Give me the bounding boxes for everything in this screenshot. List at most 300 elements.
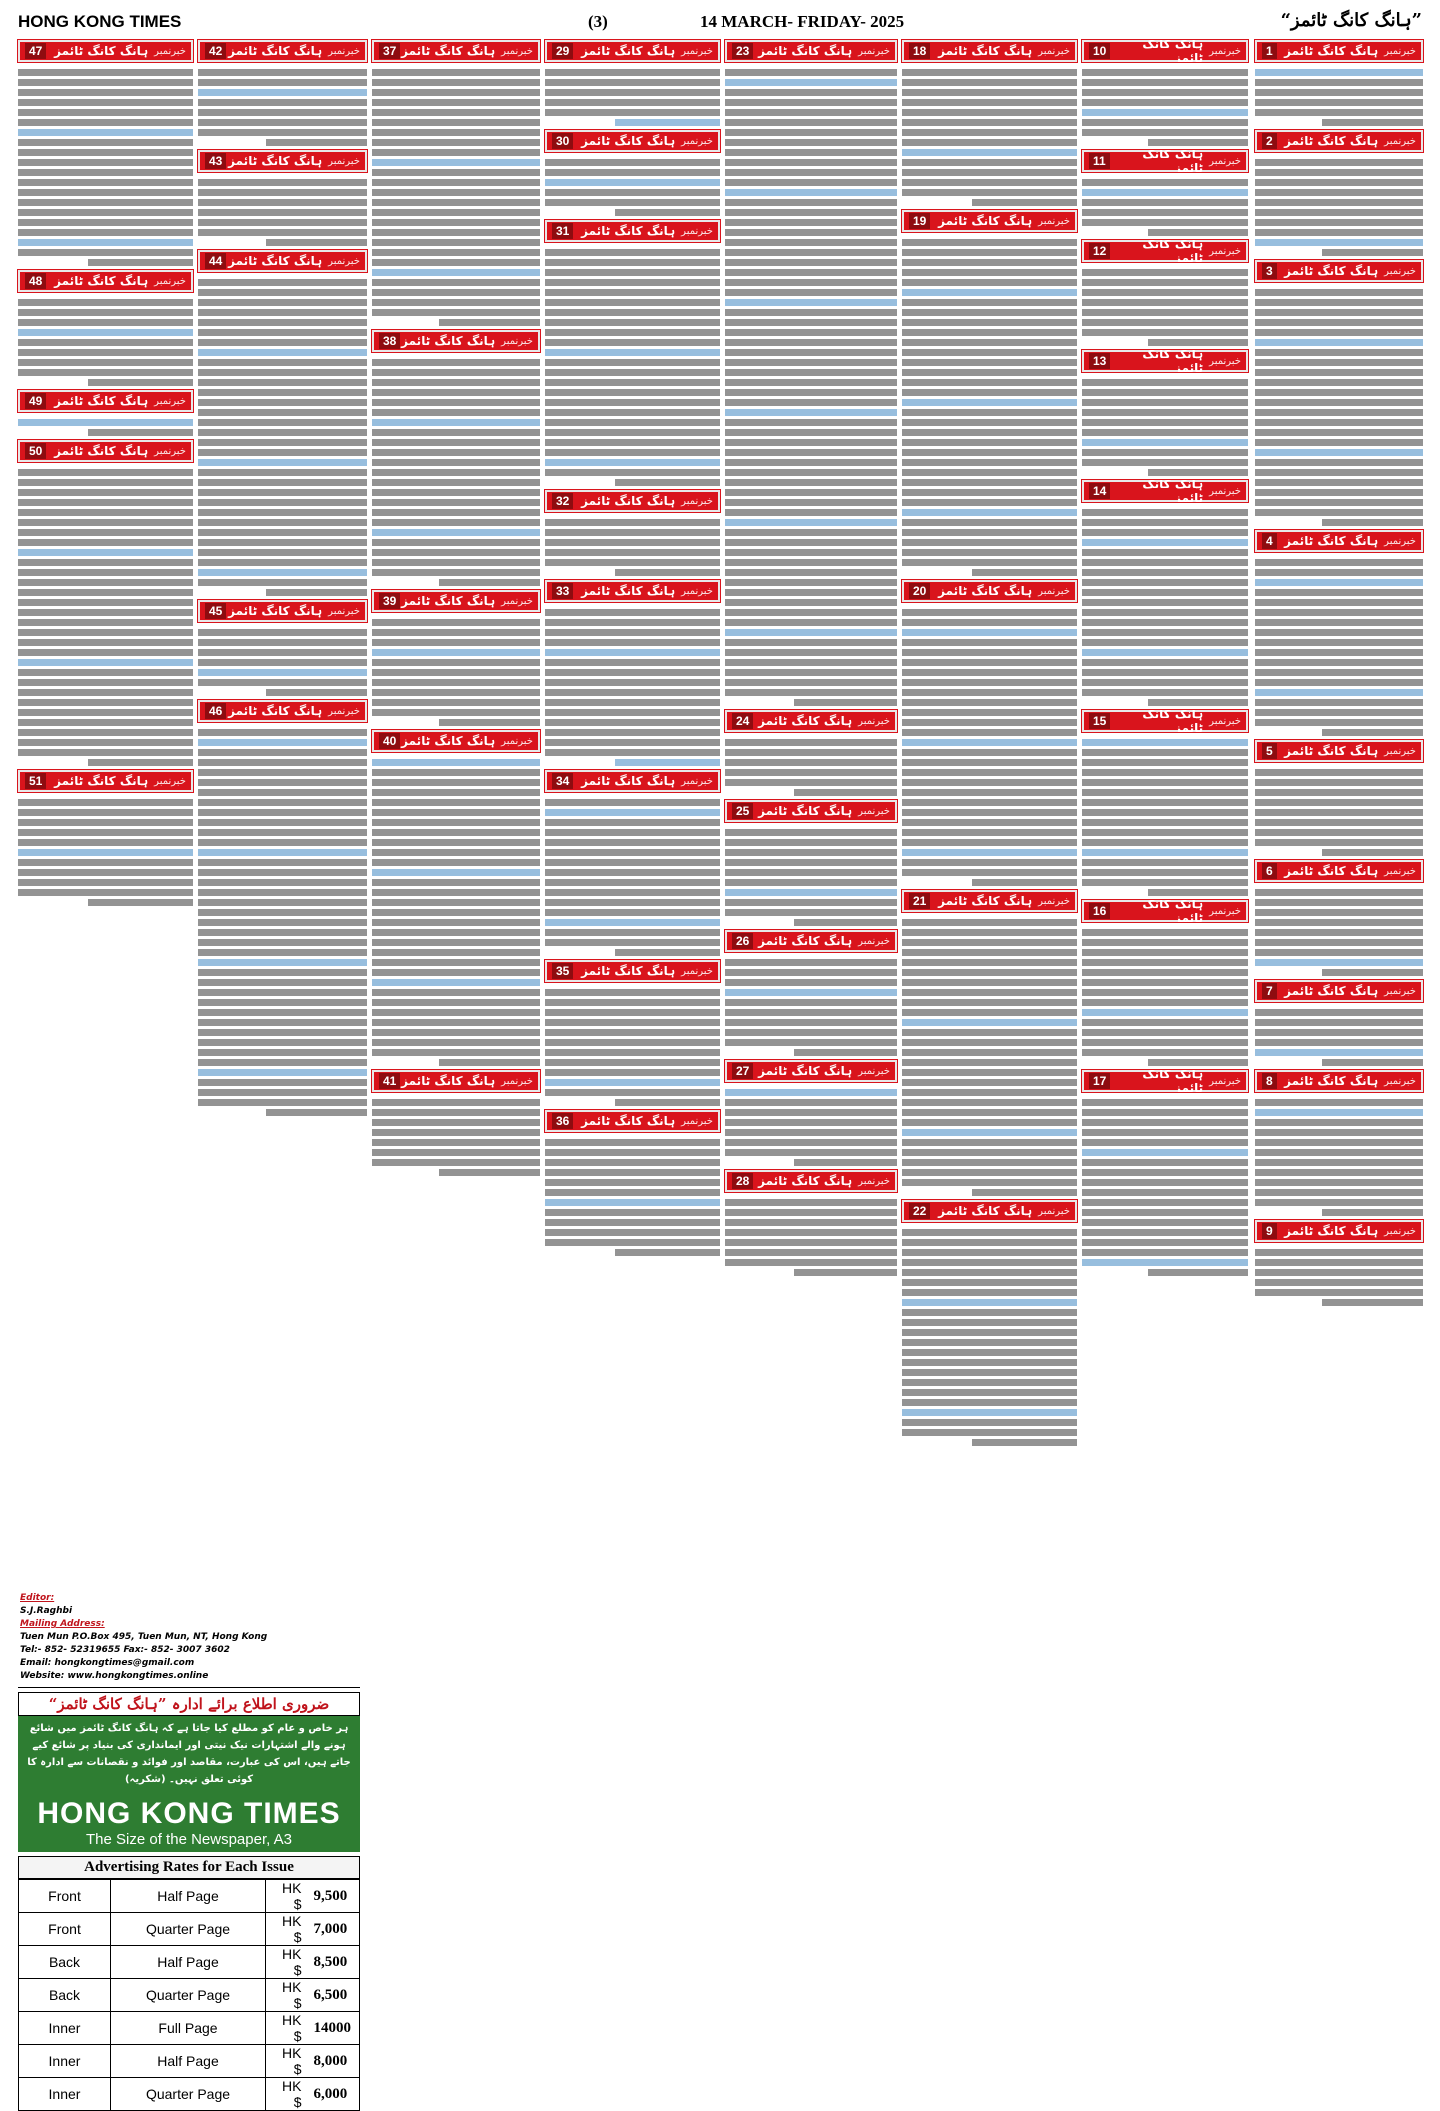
text-line <box>725 389 897 396</box>
mailing-address: Tuen Mun P.O.Box 495, Tuen Mun, NT, Hong Kong <box>20 1632 268 1642</box>
text-line <box>545 999 720 1006</box>
text-line <box>18 199 193 206</box>
text-line <box>372 949 540 956</box>
text-line <box>545 349 720 356</box>
text-line <box>545 749 720 756</box>
news-text <box>1255 552 1423 736</box>
text-line <box>18 629 193 636</box>
text-line <box>18 509 193 516</box>
text-line <box>545 279 720 286</box>
text-line <box>902 989 1077 996</box>
news-item <box>902 580 1077 886</box>
text-line <box>545 829 720 836</box>
news-number: 10 <box>1089 43 1110 59</box>
text-line <box>725 239 897 246</box>
text-line <box>1082 189 1248 196</box>
text-line <box>1082 459 1248 466</box>
text-line <box>18 559 193 566</box>
text-line <box>372 259 540 266</box>
text-line <box>1082 979 1248 986</box>
text-line <box>198 809 367 816</box>
headbar-title: ہانگ کانگ ٹائمز <box>1142 37 1204 65</box>
text-line <box>902 479 1077 486</box>
news-item <box>545 130 720 216</box>
text-line <box>545 889 720 896</box>
text-line <box>902 79 1077 86</box>
text-line <box>198 79 367 86</box>
news-number: 47 <box>25 43 46 59</box>
text-line <box>902 1139 1077 1146</box>
text-line <box>1255 789 1423 796</box>
text-line <box>198 329 367 336</box>
text-line <box>545 179 720 186</box>
text-line <box>1255 819 1423 826</box>
headbar-title-group <box>758 714 890 728</box>
news-text <box>1255 1002 1423 1066</box>
rate-amount: 9,500 <box>308 1880 360 1913</box>
rate-section: Front <box>19 1880 111 1913</box>
headbar-kicker: خبرنمبر <box>1209 905 1241 917</box>
text-line <box>545 1079 720 1086</box>
rate-currency: HK $ <box>266 2078 308 2111</box>
headbar-kicker: خبرنمبر <box>1209 155 1241 167</box>
text-line <box>372 239 540 246</box>
text-line <box>545 389 720 396</box>
text-line <box>545 159 720 166</box>
news-text <box>902 912 1077 1196</box>
brand-name: HONG KONG TIMES <box>37 1797 341 1830</box>
news-item <box>545 1110 720 1256</box>
text-line <box>88 259 193 266</box>
text-line <box>545 689 720 696</box>
text-line <box>198 1079 367 1086</box>
text-line <box>725 619 897 626</box>
headbar-kicker: خبرنمبر <box>154 775 186 787</box>
text-line <box>902 429 1077 436</box>
news-number: 50 <box>25 443 46 459</box>
text-line <box>1255 299 1423 306</box>
text-line <box>1322 119 1423 126</box>
text-line <box>18 699 193 706</box>
text-line <box>902 319 1077 326</box>
text-line <box>902 779 1077 786</box>
news-headbar <box>725 1170 897 1192</box>
text-line <box>902 769 1077 776</box>
text-line <box>18 139 193 146</box>
text-line <box>725 1229 897 1236</box>
text-line <box>1148 889 1248 896</box>
text-line <box>439 319 540 326</box>
text-line <box>372 379 540 386</box>
rate-amount: 6,500 <box>308 1979 360 2012</box>
headbar-title: ہانگ کانگ ٹائمز <box>228 604 323 618</box>
text-line <box>725 529 897 536</box>
text-line <box>1082 789 1248 796</box>
text-line <box>1255 619 1423 626</box>
text-line <box>725 989 897 996</box>
text-line <box>902 1409 1077 1416</box>
text-line <box>372 689 540 696</box>
text-line <box>725 1129 897 1136</box>
rate-size: Quarter Page <box>111 2078 266 2111</box>
text-line <box>1082 1039 1248 1046</box>
text-line <box>1255 469 1423 476</box>
text-line <box>1322 1209 1423 1216</box>
text-line <box>1255 799 1423 806</box>
text-line <box>902 829 1077 836</box>
headbar-kicker: خبرنمبر <box>858 1065 890 1077</box>
text-line <box>545 799 720 806</box>
news-item <box>725 40 897 706</box>
advertising-rates-table <box>18 1879 360 2111</box>
news-headbar <box>1082 707 1248 735</box>
news-item <box>372 40 540 326</box>
news-text <box>725 62 897 706</box>
text-line <box>1255 1189 1423 1196</box>
news-text <box>545 792 720 956</box>
headbar-title-group <box>1284 1074 1416 1088</box>
text-line <box>1255 779 1423 786</box>
text-line <box>198 509 367 516</box>
text-line <box>372 769 540 776</box>
text-line <box>1255 1029 1423 1036</box>
text-line <box>902 999 1077 1006</box>
text-line <box>902 1369 1077 1376</box>
text-line <box>902 189 1077 196</box>
news-number: 18 <box>909 43 930 59</box>
text-line <box>198 899 367 906</box>
text-line <box>1255 629 1423 636</box>
text-line <box>1255 1169 1423 1176</box>
text-line <box>725 829 897 836</box>
news-text <box>902 1222 1077 1446</box>
text-line <box>545 269 720 276</box>
editor-label: Editor: <box>20 1593 55 1603</box>
rate-row <box>19 2045 360 2078</box>
text-line <box>725 169 897 176</box>
text-line <box>725 179 897 186</box>
rate-size: Full Page <box>111 2012 266 2045</box>
text-line <box>902 139 1077 146</box>
text-line <box>18 659 193 666</box>
news-headbar <box>545 40 720 62</box>
text-line <box>198 769 367 776</box>
news-headbar <box>1082 37 1248 65</box>
text-line <box>372 509 540 516</box>
text-line <box>902 129 1077 136</box>
text-line <box>902 699 1077 706</box>
news-item <box>198 700 367 1116</box>
text-line <box>1255 239 1423 246</box>
text-line <box>198 859 367 866</box>
text-line <box>439 1169 540 1176</box>
text-line <box>198 1049 367 1056</box>
text-line <box>725 689 897 696</box>
text-line <box>545 1149 720 1156</box>
headbar-title-group <box>1110 147 1241 175</box>
text-line <box>372 1009 540 1016</box>
news-number: 16 <box>1089 903 1110 919</box>
text-line <box>372 309 540 316</box>
text-line <box>1255 769 1423 776</box>
text-line <box>725 779 897 786</box>
text-line <box>902 389 1077 396</box>
text-line <box>18 99 193 106</box>
news-text <box>198 722 367 1116</box>
text-line <box>1322 519 1423 526</box>
text-line <box>902 1279 1077 1286</box>
text-line <box>372 79 540 86</box>
text-line <box>545 249 720 256</box>
text-line <box>545 1169 720 1176</box>
text-line <box>198 639 367 646</box>
brand-tagline: The Size of the Newspaper, A3 <box>86 1831 292 1848</box>
text-line <box>198 909 367 916</box>
text-line <box>902 1109 1077 1116</box>
text-line <box>725 739 897 746</box>
text-line <box>902 549 1077 556</box>
news-number: 44 <box>205 253 226 269</box>
news-item <box>1255 740 1423 856</box>
text-line <box>372 199 540 206</box>
headbar-title-group <box>1284 534 1416 548</box>
text-line <box>1255 369 1423 376</box>
headbar-title-group <box>758 804 890 818</box>
text-line <box>1082 299 1248 306</box>
text-line <box>545 169 720 176</box>
headbar-title-group <box>758 44 890 58</box>
text-line <box>1082 439 1248 446</box>
website-link[interactable]: Website: www.hongkongtimes.online <box>20 1671 209 1681</box>
headbar-title-group <box>758 1064 890 1078</box>
text-line <box>545 529 720 536</box>
text-line <box>902 1049 1077 1056</box>
text-line <box>725 159 897 166</box>
rate-row <box>19 1880 360 1913</box>
text-line <box>545 929 720 936</box>
text-line <box>198 179 367 186</box>
text-line <box>902 539 1077 546</box>
text-line <box>1082 1229 1248 1236</box>
headbar-kicker: خبرنمبر <box>154 275 186 287</box>
news-text <box>372 612 540 726</box>
text-line <box>725 1249 897 1256</box>
news-number: 26 <box>732 933 753 949</box>
text-line <box>545 379 720 386</box>
text-line <box>1255 429 1423 436</box>
headbar-title-group <box>1284 264 1416 278</box>
text-line <box>1255 359 1423 366</box>
text-line <box>1082 949 1248 956</box>
text-line <box>1255 1179 1423 1186</box>
text-line <box>198 369 367 376</box>
headbar-kicker: خبرنمبر <box>1384 745 1416 757</box>
headbar-title-group <box>758 934 890 948</box>
text-line <box>372 639 540 646</box>
text-line <box>1082 849 1248 856</box>
news-number: 15 <box>1089 713 1110 729</box>
text-line <box>794 919 897 926</box>
text-line <box>545 329 720 336</box>
headbar-title: ہانگ کانگ ٹائمز <box>228 254 323 268</box>
text-line <box>372 289 540 296</box>
headbar-title: ہانگ کانگ ٹائمز <box>1142 147 1204 175</box>
text-line <box>1255 349 1423 356</box>
text-line <box>902 639 1077 646</box>
headbar-title-group <box>54 44 186 58</box>
news-headbar <box>545 220 720 242</box>
rate-amount: 6,000 <box>308 2078 360 2111</box>
news-headbar <box>198 250 367 272</box>
news-headbar <box>1255 1220 1423 1242</box>
text-line <box>18 69 193 76</box>
news-number: 13 <box>1089 353 1110 369</box>
text-line <box>725 769 897 776</box>
news-number: 33 <box>552 583 573 599</box>
text-line <box>1082 1159 1248 1166</box>
text-line <box>198 929 367 936</box>
news-number: 1 <box>1262 43 1277 59</box>
text-line <box>1255 689 1423 696</box>
news-text <box>902 62 1077 206</box>
news-text <box>198 62 367 146</box>
text-line <box>88 899 193 906</box>
text-line <box>545 939 720 946</box>
text-line <box>545 459 720 466</box>
headbar-kicker: خبرنمبر <box>1384 865 1416 877</box>
news-headbar <box>725 930 897 952</box>
text-line <box>1255 199 1423 206</box>
news-headbar <box>1255 130 1423 152</box>
text-line <box>902 1329 1077 1336</box>
text-line <box>1082 1119 1248 1126</box>
headbar-title: ہانگ کانگ ٹائمز <box>228 154 323 168</box>
text-line <box>725 509 897 516</box>
news-text <box>545 242 720 486</box>
news-headbar <box>725 710 897 732</box>
text-line <box>902 109 1077 116</box>
news-text <box>1082 1092 1248 1276</box>
headbar-kicker: خبرنمبر <box>154 445 186 457</box>
rate-section: Front <box>19 1913 111 1946</box>
text-line <box>725 439 897 446</box>
headbar-kicker: خبرنمبر <box>328 605 360 617</box>
text-line <box>902 329 1077 336</box>
text-line <box>372 799 540 806</box>
text-line <box>902 1309 1077 1316</box>
headbar-kicker: خبرنمبر <box>1384 535 1416 547</box>
text-line <box>1255 659 1423 666</box>
text-line <box>372 229 540 236</box>
text-line <box>725 349 897 356</box>
text-line <box>1082 109 1248 116</box>
text-line <box>1082 779 1248 786</box>
news-headbar <box>1082 1067 1248 1095</box>
text-line <box>615 569 720 576</box>
text-line <box>88 379 193 386</box>
text-line <box>372 549 540 556</box>
news-text <box>18 792 193 906</box>
text-line <box>545 1179 720 1186</box>
text-line <box>1255 809 1423 816</box>
text-line <box>1148 139 1248 146</box>
text-line <box>545 1199 720 1206</box>
text-line <box>18 739 193 746</box>
text-line <box>902 1289 1077 1296</box>
text-line <box>725 499 897 506</box>
text-line <box>902 839 1077 846</box>
headbar-title: ہانگ کانگ ٹائمز <box>401 334 496 348</box>
headbar-title: ہانگ کانگ ٹائمز <box>1284 984 1379 998</box>
headbar-title-group <box>401 734 533 748</box>
news-text <box>372 1092 540 1176</box>
text-line <box>902 409 1077 416</box>
text-line <box>1255 679 1423 686</box>
text-line <box>1082 829 1248 836</box>
text-line <box>902 259 1077 266</box>
tel-fax: Tel:- 852- 52319655 Fax:- 852- 3007 3602 <box>20 1645 230 1655</box>
text-line <box>1255 329 1423 336</box>
email[interactable]: Email: hongkongtimes@gmail.com <box>20 1658 195 1668</box>
text-line <box>18 149 193 156</box>
headbar-kicker: خبرنمبر <box>681 965 713 977</box>
text-line <box>725 429 897 436</box>
text-line <box>1255 899 1423 906</box>
headbar-kicker: خبرنمبر <box>501 595 533 607</box>
text-line <box>1082 379 1248 386</box>
news-text <box>1082 732 1248 896</box>
text-line <box>372 519 540 526</box>
text-line <box>1255 419 1423 426</box>
news-text <box>1255 1242 1423 1306</box>
text-line <box>902 459 1077 466</box>
news-number: 51 <box>25 773 46 789</box>
text-line <box>902 1359 1077 1366</box>
news-headbar <box>1255 860 1423 882</box>
news-item <box>545 770 720 956</box>
news-text <box>545 1132 720 1256</box>
rate-amount: 14000 <box>308 2012 360 2045</box>
news-headbar <box>1082 347 1248 375</box>
text-line <box>1082 1249 1248 1256</box>
text-line <box>1082 749 1248 756</box>
text-line <box>372 759 540 766</box>
text-line <box>18 669 193 676</box>
text-line <box>902 619 1077 626</box>
headbar-kicker: خبرنمبر <box>1384 45 1416 57</box>
text-line <box>902 1419 1077 1426</box>
text-line <box>198 489 367 496</box>
news-item <box>1255 40 1423 126</box>
text-line <box>1082 1179 1248 1186</box>
text-line <box>545 359 720 366</box>
headbar-title: ہانگ کانگ ٹائمز <box>581 774 676 788</box>
text-line <box>1082 129 1248 136</box>
text-line <box>18 309 193 316</box>
text-line <box>545 1009 720 1016</box>
text-line <box>1255 1039 1423 1046</box>
text-line <box>372 1129 540 1136</box>
text-line <box>1082 289 1248 296</box>
notice-body: ہر خاص و عام کو مطلع کیا جاتا ہے کہ ہانگ کانگ ٹائمز میں شائع ہونے والے اشتہارات نیک نیتی اور ایمانداری کی بنیاد پر شائع کیے جاتے ہیں، اس کی عبارت، مقاصد اور فوائد و نقصانات سے ادارہ کا کوئی تعلق نہیں۔ (شکریہ) <box>18 1716 360 1792</box>
text-line <box>545 719 720 726</box>
text-line <box>1082 1209 1248 1216</box>
headbar-kicker: خبرنمبر <box>1384 265 1416 277</box>
news-item <box>372 1070 540 1176</box>
news-item <box>1255 980 1423 1066</box>
news-item <box>18 40 193 266</box>
rates-title: Advertising Rates for Each Issue <box>18 1856 360 1879</box>
